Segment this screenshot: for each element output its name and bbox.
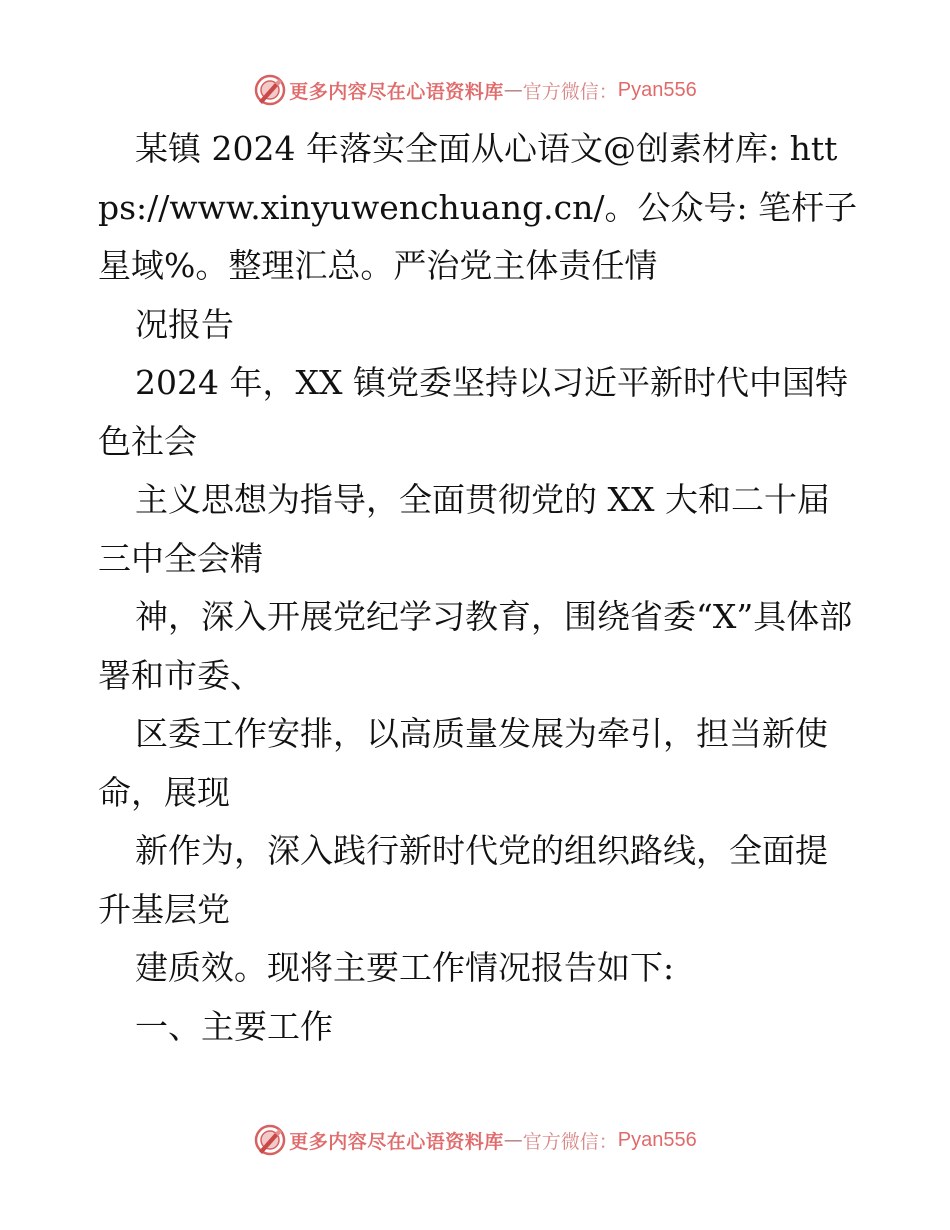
body-paragraph: 建质效。现将主要工作情况报告如下: [135,948,675,987]
banner-site-text: 更多内容尽在心语资料库 [289,80,504,103]
footer-watermark-banner [0,1120,950,1160]
header-watermark-banner [0,70,950,110]
banner-wechat-label: 官方微信： [522,1130,618,1153]
banner-site-text: 更多内容尽在心语资料库 [289,1130,504,1153]
body-paragraph: 新作为，深入践行新时代党的组织路线，全面提升基层党 [98,831,828,929]
banner-dash: — [503,1129,523,1151]
body-paragraph: 区委工作安排，以高质量发展为牵引，担当新使命，展现 [98,714,828,812]
pen-logo-icon [253,73,287,107]
banner-wechat-id: Pyan556 [617,78,697,101]
banner-wechat-label: 官方微信： [522,80,618,103]
document-title-paragraph: 某镇 2024 年落实全面从心语文@创素材库: https://www.xinyuwenchuang.cn/。公众号: 笔杆子星域%。整理汇总。严治党主体责任情 [98,129,858,285]
body-paragraph: 2024 年，XX 镇党委坚持以习近平新时代中国特色社会 [98,363,848,461]
body-paragraph: 况报告 [135,304,234,344]
section-heading: 一、主要工作 [135,1006,333,1046]
banner-dash: — [503,79,523,101]
banner-wechat-id: Pyan556 [617,1128,697,1151]
pen-logo-icon [253,1123,287,1157]
body-paragraph: 神，深入开展党纪学习教育，围绕省委“X”具体部署和市委、 [98,597,853,695]
body-paragraph: 主义思想为指导，全面贯彻党的 XX 大和二十届三中全会精 [98,480,830,578]
document-body [98,120,858,1056]
